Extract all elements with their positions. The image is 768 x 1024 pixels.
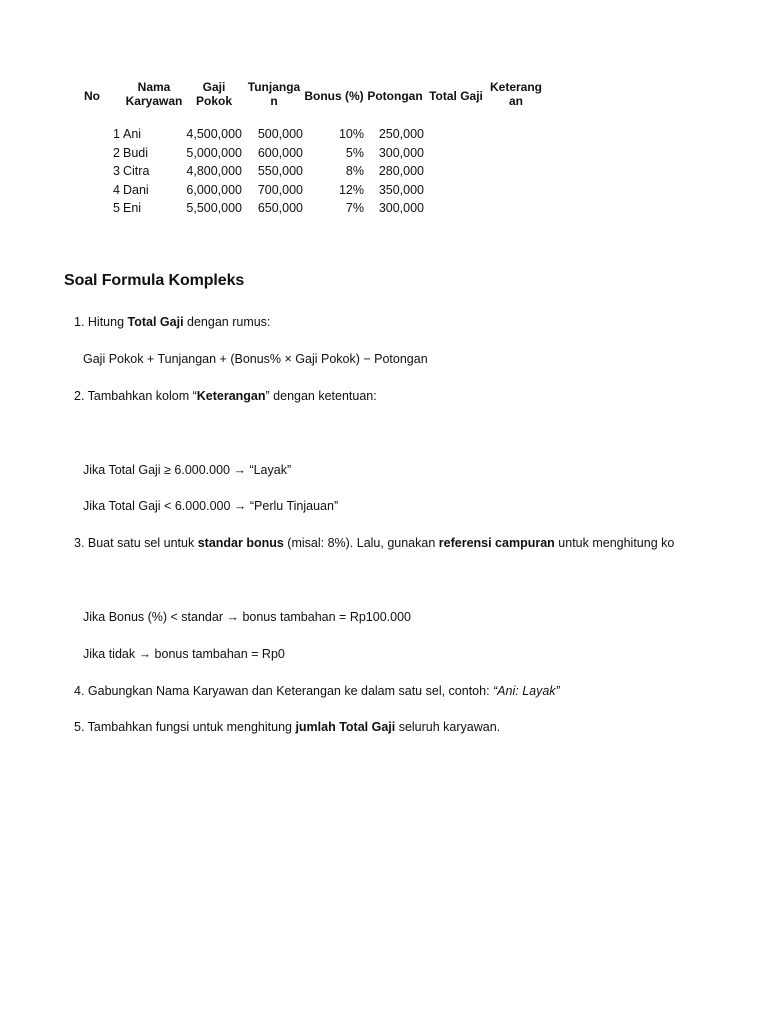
cell-bonus: 12%	[338, 182, 364, 197]
cell-nama: Budi	[123, 145, 149, 160]
cell-bonus: 5%	[345, 145, 364, 160]
cell-gaji-pokok: 6,000,000	[186, 182, 242, 197]
question-1-pre: 1. Hitung	[74, 315, 128, 329]
question-2-bold: Keterangan	[196, 389, 266, 403]
question-3-bold-1: standar bonus	[197, 536, 284, 550]
question-5-bold: jumlah Total Gaji	[295, 720, 396, 734]
cell-no: 2	[113, 145, 120, 160]
question-1	[74, 314, 270, 330]
question-4-example: “Ani: Layak”	[493, 684, 560, 698]
header-no: No	[84, 89, 100, 103]
cell-gaji-pokok: 4,500,000	[186, 127, 242, 141]
cell-gaji-pokok: 4,800,000	[186, 164, 242, 178]
header-keterangan: Keterang an	[489, 80, 542, 108]
cell-no: 5	[113, 201, 120, 215]
question-3-bold-2: referensi campuran	[438, 536, 555, 550]
cell-nama: Citra	[123, 164, 150, 178]
question-3	[74, 535, 674, 551]
question-2-post: ” dengan ketentuan:	[265, 389, 377, 403]
cell-potongan: 300,000	[378, 201, 424, 215]
cell-bonus: 8%	[345, 164, 364, 178]
table-row	[78, 144, 558, 163]
question-2-rule-2: Jika Total Gaji < 6.000.000 → “Perlu Tinjauan”	[83, 499, 339, 513]
cell-potongan: 300,000	[378, 145, 424, 160]
cell-tunjangan: 700,000	[257, 182, 303, 197]
cell-tunjangan: 600,000	[257, 145, 303, 160]
cell-potongan: 280,000	[378, 164, 424, 178]
question-3-rule-2: Jika tidak → bonus tambahan = Rp0	[83, 647, 285, 661]
cell-bonus: 7%	[345, 201, 364, 215]
question-5-post: seluruh karyawan.	[395, 720, 501, 734]
header-total-gaji: Total Gaji	[429, 89, 483, 103]
header-tunjangan: Tunjanga n	[247, 80, 301, 108]
table-row	[78, 199, 558, 218]
table-row	[78, 125, 558, 144]
question-2-rule-1: Jika Total Gaji ≥ 6.000.000 → “Layak”	[83, 463, 292, 477]
question-1-formula: Gaji Pokok + Tunjangan + (Bonus% × Gaji Pokok) − Potongan	[83, 352, 428, 366]
question-5-pre: 5. Tambahkan fungsi untuk menghitung	[74, 720, 296, 734]
cell-gaji-pokok: 5,000,000	[186, 145, 242, 160]
cell-tunjangan: 650,000	[257, 201, 303, 215]
question-1-bold: Total Gaji	[127, 315, 184, 329]
table-body	[78, 125, 558, 218]
cell-no: 4	[113, 182, 120, 197]
question-4	[74, 683, 560, 699]
question-3-rule-1: Jika Bonus (%) < standar → bonus tambahan = Rp100.000	[83, 610, 411, 624]
question-5	[74, 719, 500, 735]
cell-no: 3	[113, 164, 120, 178]
table-row	[78, 162, 558, 181]
question-3-post: untuk menghitung ko	[554, 536, 675, 550]
cell-bonus: 10%	[338, 127, 364, 141]
cell-no: 1	[113, 127, 120, 141]
cell-potongan: 250,000	[378, 127, 424, 141]
section-title: Soal Formula Kompleks	[64, 272, 245, 289]
cell-nama: Eni	[123, 201, 142, 215]
cell-nama: Dani	[123, 182, 149, 197]
cell-nama: Ani	[123, 127, 142, 141]
header-potongan: Potongan	[367, 89, 423, 103]
question-3-mid: (misal: 8%). Lalu, gunakan	[283, 536, 439, 550]
question-4-pre: 4. Gabungkan Nama Karyawan dan Keterangan ke dalam satu sel, contoh:	[74, 684, 494, 698]
question-2	[74, 388, 377, 404]
cell-tunjangan: 550,000	[257, 164, 303, 178]
header-gaji-pokok: Gaji Pokok	[195, 80, 232, 108]
question-2-pre: 2. Tambahkan kolom “	[74, 389, 197, 403]
header-bonus: Bonus (%)	[304, 89, 364, 103]
header-nama-karyawan: Nama Karyawan	[125, 80, 183, 108]
cell-tunjangan: 500,000	[257, 127, 303, 141]
question-3-pre: 3. Buat satu sel untuk	[74, 536, 198, 550]
cell-potongan: 350,000	[378, 182, 424, 197]
cell-gaji-pokok: 5,500,000	[186, 201, 242, 215]
question-1-post: dengan rumus:	[183, 315, 271, 329]
table-row	[78, 181, 558, 200]
